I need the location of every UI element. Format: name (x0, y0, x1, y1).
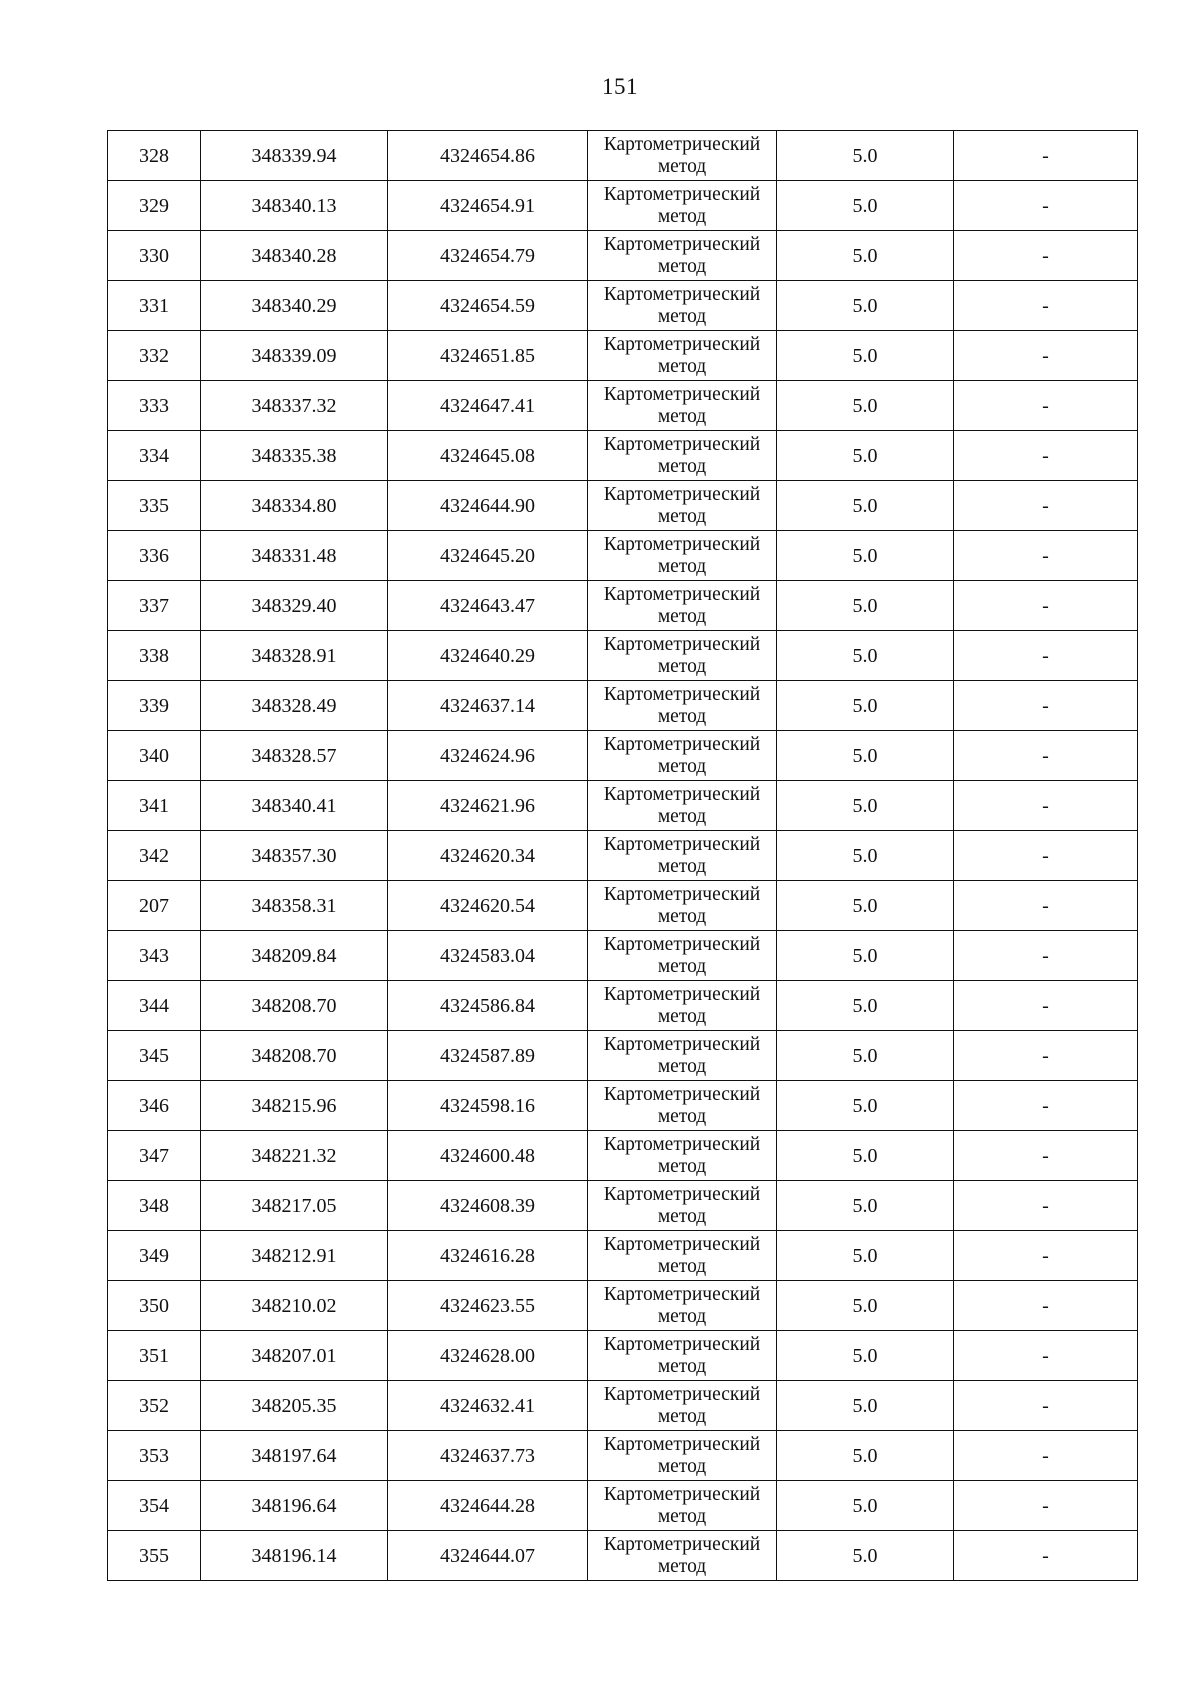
method-line-2: метод (657, 905, 707, 927)
method-line-1: Картометрический (603, 383, 761, 405)
y-coordinate-cell: 4324608.39 (388, 1181, 588, 1231)
method-line-1: Картометрический (603, 1383, 761, 1405)
method-line-2: метод (657, 405, 707, 427)
method-line-1: Картометрический (603, 1183, 761, 1205)
point-number-cell: 345 (108, 1031, 201, 1081)
method-line-1: Картометрический (603, 783, 761, 805)
accuracy-cell: 5.0 (777, 1181, 954, 1231)
method-line-2: метод (657, 455, 707, 477)
point-number-cell: 340 (108, 731, 201, 781)
method-cell (588, 381, 777, 431)
description-cell: - (954, 581, 1138, 631)
method-line-2: метод (657, 355, 707, 377)
method-cell (588, 1331, 777, 1381)
x-coordinate-cell: 348210.02 (201, 1281, 388, 1331)
y-coordinate-cell: 4324621.96 (388, 781, 588, 831)
table-row (108, 1031, 1138, 1081)
table-row (108, 231, 1138, 281)
y-coordinate-cell: 4324654.59 (388, 281, 588, 331)
point-number-cell: 331 (108, 281, 201, 331)
accuracy-cell: 5.0 (777, 881, 954, 931)
coordinates-table (107, 130, 1138, 1581)
x-coordinate-cell: 348196.64 (201, 1481, 388, 1531)
point-number-cell: 352 (108, 1381, 201, 1431)
accuracy-cell: 5.0 (777, 1381, 954, 1431)
table-row (108, 981, 1138, 1031)
accuracy-cell: 5.0 (777, 1131, 954, 1181)
accuracy-cell: 5.0 (777, 1531, 954, 1581)
point-number-cell: 328 (108, 131, 201, 181)
method-cell (588, 681, 777, 731)
table-row (108, 1231, 1138, 1281)
accuracy-cell: 5.0 (777, 1231, 954, 1281)
method-line-1: Картометрический (603, 1533, 761, 1555)
table-row (108, 181, 1138, 231)
point-number-cell: 336 (108, 531, 201, 581)
x-coordinate-cell: 348328.91 (201, 631, 388, 681)
method-line-2: метод (657, 505, 707, 527)
description-cell: - (954, 531, 1138, 581)
x-coordinate-cell: 348209.84 (201, 931, 388, 981)
description-cell: - (954, 1531, 1138, 1581)
table-row (108, 1181, 1138, 1231)
x-coordinate-cell: 348212.91 (201, 1231, 388, 1281)
description-cell: - (954, 1231, 1138, 1281)
y-coordinate-cell: 4324598.16 (388, 1081, 588, 1131)
table-row (108, 1331, 1138, 1381)
description-cell: - (954, 381, 1138, 431)
method-line-2: метод (657, 655, 707, 677)
method-line-2: метод (657, 1505, 707, 1527)
method-line-1: Картометрический (603, 183, 761, 205)
y-coordinate-cell: 4324651.85 (388, 331, 588, 381)
method-line-1: Картометрический (603, 1233, 761, 1255)
accuracy-cell: 5.0 (777, 1481, 954, 1531)
method-line-2: метод (657, 1055, 707, 1077)
point-number-cell: 348 (108, 1181, 201, 1231)
x-coordinate-cell: 348334.80 (201, 481, 388, 531)
method-cell (588, 481, 777, 531)
point-number-cell: 343 (108, 931, 201, 981)
x-coordinate-cell: 348215.96 (201, 1081, 388, 1131)
method-line-2: метод (657, 1405, 707, 1427)
method-cell (588, 1081, 777, 1131)
x-coordinate-cell: 348340.28 (201, 231, 388, 281)
method-line-1: Картометрический (603, 333, 761, 355)
table-row (108, 581, 1138, 631)
table-row (108, 1531, 1138, 1581)
accuracy-cell: 5.0 (777, 981, 954, 1031)
table-row (108, 481, 1138, 531)
point-number-cell: 346 (108, 1081, 201, 1131)
point-number-cell: 329 (108, 181, 201, 231)
y-coordinate-cell: 4324616.28 (388, 1231, 588, 1281)
method-line-2: метод (657, 1305, 707, 1327)
accuracy-cell: 5.0 (777, 381, 954, 431)
description-cell: - (954, 1431, 1138, 1481)
method-cell (588, 281, 777, 331)
point-number-cell: 337 (108, 581, 201, 631)
table-row (108, 631, 1138, 681)
x-coordinate-cell: 348197.64 (201, 1431, 388, 1481)
table-row (108, 931, 1138, 981)
method-line-2: метод (657, 555, 707, 577)
method-line-1: Картометрический (603, 583, 761, 605)
method-cell (588, 731, 777, 781)
method-line-2: метод (657, 805, 707, 827)
description-cell: - (954, 1281, 1138, 1331)
point-number-cell: 333 (108, 381, 201, 431)
description-cell: - (954, 681, 1138, 731)
description-cell: - (954, 831, 1138, 881)
accuracy-cell: 5.0 (777, 131, 954, 181)
accuracy-cell: 5.0 (777, 1281, 954, 1331)
method-cell (588, 1381, 777, 1431)
method-cell (588, 1431, 777, 1481)
method-line-2: метод (657, 1455, 707, 1477)
accuracy-cell: 5.0 (777, 481, 954, 531)
page-number: 151 (602, 74, 638, 99)
method-line-1: Картометрический (603, 833, 761, 855)
method-line-1: Картометрический (603, 1083, 761, 1105)
description-cell: - (954, 331, 1138, 381)
method-cell (588, 1531, 777, 1581)
method-cell (588, 1131, 777, 1181)
description-cell: - (954, 931, 1138, 981)
point-number-cell: 344 (108, 981, 201, 1031)
y-coordinate-cell: 4324640.29 (388, 631, 588, 681)
y-coordinate-cell: 4324654.79 (388, 231, 588, 281)
method-line-1: Картометрический (603, 733, 761, 755)
method-line-2: метод (657, 1155, 707, 1177)
method-line-1: Картометрический (603, 283, 761, 305)
y-coordinate-cell: 4324647.41 (388, 381, 588, 431)
method-line-1: Картометрический (603, 1333, 761, 1355)
method-line-2: метод (657, 705, 707, 727)
y-coordinate-cell: 4324637.14 (388, 681, 588, 731)
y-coordinate-cell: 4324654.86 (388, 131, 588, 181)
accuracy-cell: 5.0 (777, 781, 954, 831)
x-coordinate-cell: 348328.57 (201, 731, 388, 781)
accuracy-cell: 5.0 (777, 331, 954, 381)
point-number-cell: 335 (108, 481, 201, 531)
method-line-2: метод (657, 755, 707, 777)
method-line-1: Картометрический (603, 1033, 761, 1055)
method-line-1: Картометрический (603, 683, 761, 705)
y-coordinate-cell: 4324632.41 (388, 1381, 588, 1431)
point-number-cell: 332 (108, 331, 201, 381)
method-cell (588, 181, 777, 231)
x-coordinate-cell: 348205.35 (201, 1381, 388, 1431)
description-cell: - (954, 281, 1138, 331)
point-number-cell: 330 (108, 231, 201, 281)
x-coordinate-cell: 348221.32 (201, 1131, 388, 1181)
method-line-2: метод (657, 1105, 707, 1127)
x-coordinate-cell: 348337.32 (201, 381, 388, 431)
accuracy-cell: 5.0 (777, 281, 954, 331)
accuracy-cell: 5.0 (777, 931, 954, 981)
y-coordinate-cell: 4324586.84 (388, 981, 588, 1031)
accuracy-cell: 5.0 (777, 431, 954, 481)
accuracy-cell: 5.0 (777, 1081, 954, 1131)
description-cell: - (954, 781, 1138, 831)
accuracy-cell: 5.0 (777, 181, 954, 231)
table-row (108, 431, 1138, 481)
table-row (108, 531, 1138, 581)
method-cell (588, 131, 777, 181)
description-cell: - (954, 1081, 1138, 1131)
method-cell (588, 581, 777, 631)
description-cell: - (954, 231, 1138, 281)
table-row (108, 781, 1138, 831)
method-line-1: Картометрический (603, 983, 761, 1005)
x-coordinate-cell: 348329.40 (201, 581, 388, 631)
y-coordinate-cell: 4324620.34 (388, 831, 588, 881)
method-line-2: метод (657, 305, 707, 327)
method-cell (588, 831, 777, 881)
method-cell (588, 531, 777, 581)
point-number-cell: 339 (108, 681, 201, 731)
accuracy-cell: 5.0 (777, 1431, 954, 1481)
method-line-2: метод (657, 605, 707, 627)
method-line-1: Картометрический (603, 1483, 761, 1505)
y-coordinate-cell: 4324620.54 (388, 881, 588, 931)
point-number-cell: 342 (108, 831, 201, 881)
table-row (108, 131, 1138, 181)
y-coordinate-cell: 4324628.00 (388, 1331, 588, 1381)
accuracy-cell: 5.0 (777, 1331, 954, 1381)
method-line-1: Картометрический (603, 883, 761, 905)
x-coordinate-cell: 348357.30 (201, 831, 388, 881)
description-cell: - (954, 731, 1138, 781)
table-row (108, 1081, 1138, 1131)
x-coordinate-cell: 348335.38 (201, 431, 388, 481)
method-cell (588, 1181, 777, 1231)
method-cell (588, 981, 777, 1031)
table-row (108, 381, 1138, 431)
method-cell (588, 1481, 777, 1531)
point-number-cell: 349 (108, 1231, 201, 1281)
method-line-2: метод (657, 155, 707, 177)
description-cell: - (954, 1131, 1138, 1181)
coordinates-table-body (108, 131, 1138, 1581)
point-number-cell: 338 (108, 631, 201, 681)
table-row (108, 1381, 1138, 1431)
method-line-1: Картометрический (603, 483, 761, 505)
table-row (108, 1131, 1138, 1181)
method-line-2: метод (657, 1355, 707, 1377)
description-cell: - (954, 1331, 1138, 1381)
y-coordinate-cell: 4324624.96 (388, 731, 588, 781)
description-cell: - (954, 631, 1138, 681)
description-cell: - (954, 131, 1138, 181)
method-cell (588, 231, 777, 281)
method-line-1: Картометрический (603, 133, 761, 155)
y-coordinate-cell: 4324645.08 (388, 431, 588, 481)
point-number-cell: 351 (108, 1331, 201, 1381)
description-cell: - (954, 431, 1138, 481)
accuracy-cell: 5.0 (777, 581, 954, 631)
y-coordinate-cell: 4324643.47 (388, 581, 588, 631)
method-line-1: Картометрический (603, 533, 761, 555)
accuracy-cell: 5.0 (777, 531, 954, 581)
y-coordinate-cell: 4324583.04 (388, 931, 588, 981)
method-line-2: метод (657, 255, 707, 277)
accuracy-cell: 5.0 (777, 681, 954, 731)
method-line-2: метод (657, 955, 707, 977)
accuracy-cell: 5.0 (777, 731, 954, 781)
point-number-cell: 341 (108, 781, 201, 831)
point-number-cell: 355 (108, 1531, 201, 1581)
table-row (108, 1481, 1138, 1531)
method-cell (588, 781, 777, 831)
point-number-cell: 350 (108, 1281, 201, 1331)
method-line-1: Картометрический (603, 233, 761, 255)
table-row (108, 681, 1138, 731)
point-number-cell: 353 (108, 1431, 201, 1481)
point-number-cell: 334 (108, 431, 201, 481)
y-coordinate-cell: 4324644.90 (388, 481, 588, 531)
description-cell: - (954, 1481, 1138, 1531)
table-row (108, 331, 1138, 381)
x-coordinate-cell: 348331.48 (201, 531, 388, 581)
method-line-2: метод (657, 1255, 707, 1277)
y-coordinate-cell: 4324587.89 (388, 1031, 588, 1081)
method-cell (588, 931, 777, 981)
table-row (108, 831, 1138, 881)
method-cell (588, 331, 777, 381)
y-coordinate-cell: 4324644.07 (388, 1531, 588, 1581)
method-cell (588, 1231, 777, 1281)
y-coordinate-cell: 4324623.55 (388, 1281, 588, 1331)
method-cell (588, 881, 777, 931)
description-cell: - (954, 1181, 1138, 1231)
description-cell: - (954, 1381, 1138, 1431)
y-coordinate-cell: 4324644.28 (388, 1481, 588, 1531)
x-coordinate-cell: 348208.70 (201, 981, 388, 1031)
method-line-1: Картометрический (603, 433, 761, 455)
method-line-1: Картометрический (603, 633, 761, 655)
x-coordinate-cell: 348207.01 (201, 1331, 388, 1381)
accuracy-cell: 5.0 (777, 231, 954, 281)
description-cell: - (954, 981, 1138, 1031)
method-line-2: метод (657, 1005, 707, 1027)
x-coordinate-cell: 348217.05 (201, 1181, 388, 1231)
method-line-2: метод (657, 1555, 707, 1577)
y-coordinate-cell: 4324637.73 (388, 1431, 588, 1481)
accuracy-cell: 5.0 (777, 831, 954, 881)
method-cell (588, 1031, 777, 1081)
description-cell: - (954, 181, 1138, 231)
method-line-2: метод (657, 205, 707, 227)
method-line-1: Картометрический (603, 1433, 761, 1455)
x-coordinate-cell: 348358.31 (201, 881, 388, 931)
x-coordinate-cell: 348208.70 (201, 1031, 388, 1081)
y-coordinate-cell: 4324645.20 (388, 531, 588, 581)
x-coordinate-cell: 348196.14 (201, 1531, 388, 1581)
accuracy-cell: 5.0 (777, 1031, 954, 1081)
method-cell (588, 1281, 777, 1331)
method-cell (588, 631, 777, 681)
x-coordinate-cell: 348328.49 (201, 681, 388, 731)
table-row (108, 281, 1138, 331)
method-line-1: Картометрический (603, 1133, 761, 1155)
method-line-1: Картометрический (603, 933, 761, 955)
table-row (108, 881, 1138, 931)
table-row (108, 731, 1138, 781)
point-number-cell: 347 (108, 1131, 201, 1181)
point-number-cell: 207 (108, 881, 201, 931)
method-line-2: метод (657, 855, 707, 877)
x-coordinate-cell: 348340.13 (201, 181, 388, 231)
description-cell: - (954, 1031, 1138, 1081)
description-cell: - (954, 881, 1138, 931)
method-line-1: Картометрический (603, 1283, 761, 1305)
table-row (108, 1431, 1138, 1481)
x-coordinate-cell: 348339.09 (201, 331, 388, 381)
method-cell (588, 431, 777, 481)
x-coordinate-cell: 348340.41 (201, 781, 388, 831)
accuracy-cell: 5.0 (777, 631, 954, 681)
method-line-2: метод (657, 1205, 707, 1227)
table-row (108, 1281, 1138, 1331)
description-cell: - (954, 481, 1138, 531)
x-coordinate-cell: 348339.94 (201, 131, 388, 181)
point-number-cell: 354 (108, 1481, 201, 1531)
y-coordinate-cell: 4324654.91 (388, 181, 588, 231)
x-coordinate-cell: 348340.29 (201, 281, 388, 331)
y-coordinate-cell: 4324600.48 (388, 1131, 588, 1181)
